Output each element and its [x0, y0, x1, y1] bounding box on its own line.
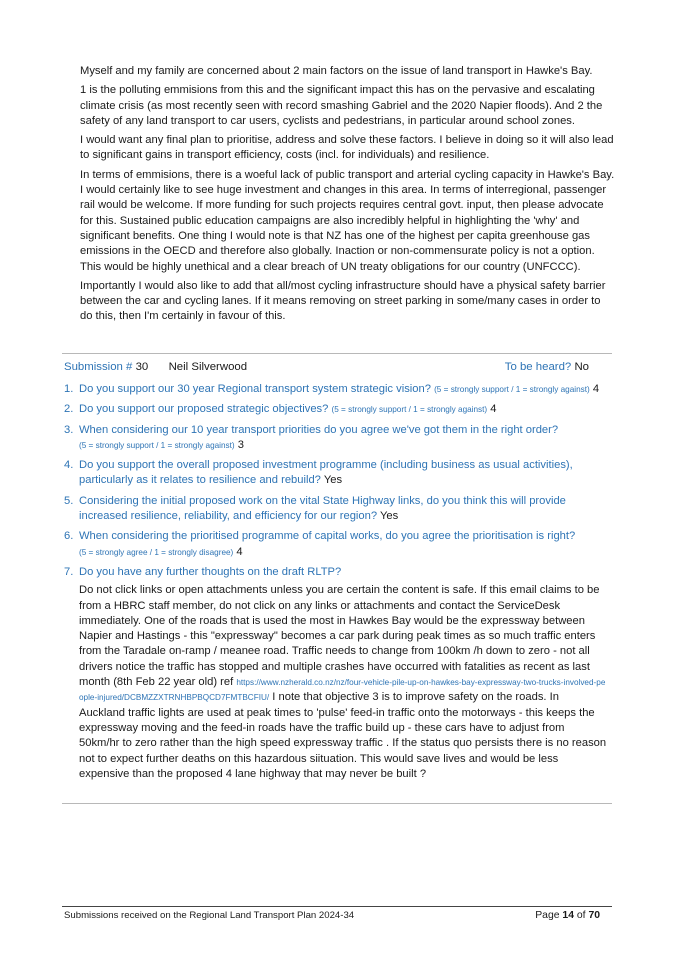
question-text: Considering the initial proposed work on the vital State Highway links, do you think this will provide increased resilience, reliability, and efficiency for our region?: [79, 494, 566, 523]
question-answer: 4: [490, 403, 497, 416]
question-text: Do you support our 30 year Regional transport system strategic vision?: [79, 383, 431, 395]
question-text: Do you support our proposed strategic objectives?: [79, 403, 329, 416]
intro-text: [80, 64, 615, 329]
question-scale: (5 = strongly support / 1 = strongly against): [331, 405, 488, 415]
question-text: Do you have any further thoughts on the draft RLTP?: [79, 565, 342, 578]
further-thoughts-comment: [64, 583, 607, 782]
question-number: 1.: [64, 383, 74, 395]
question-list: [64, 382, 614, 782]
page-total: 70: [588, 910, 600, 921]
question-scale: (5 = strongly support / 1 = strongly against): [434, 385, 590, 394]
question-item: [64, 423, 614, 454]
question-answer: 3: [237, 438, 244, 451]
question-item: [64, 529, 614, 560]
question-item: [64, 458, 614, 489]
question-number: 2.: [64, 403, 74, 416]
question-number: 3.: [64, 423, 74, 436]
intro-paragraph: 1 is the polluting emmisions from this and the significant impact this has on the pervasive and escalating climate crisis (as most recently seen with record smashing Gabriel and the 2020 Napier floods). And 2 the safety of any land transport to car users, cyclists and pedestrians, in particular around school zones.: [80, 84, 603, 127]
question-answer: Yes: [379, 510, 399, 523]
question-item: [64, 382, 614, 397]
divider: [62, 353, 612, 354]
comment-text: I note that objective 3 is to improve safety on the roads. In Auckland traffic lights are used at peak times to 'pulse' feed-in traffic onto the motorways - this keeps the expressway moving and the feed-in roads have the traffic build up - these cars have to adjust from 50km/hr to zero rather than the high speed expressway traffic . If the status quo persists there is no reason not to expect further deaths on this hazardous siituation. This would save lives and would be less expensive than the proposed 4 lane highway that may never be built ?: [79, 691, 607, 780]
comment-text: Do not click links or open attachments unless you are certain the content is safe. If this email claims to be from a HBRC staff member, do not click on any links or attachments and contact the ServiceDesk immediately. One of the roads that is used the most in Hawkes Bay would be the expressway between Napier and Hastings - this "expressway" becomes a car park during peak times as so much traffic enters from the Taradale on-ramp / meanee road. Traffic needs to change from 100km /h down to zero - not all drivers notice the traffic has stopped and multiple crashes have occurred with fatalities as recent as last month (8th Feb 22 year old) ref: [79, 584, 600, 689]
question-answer: 4: [592, 383, 600, 395]
question-number: 4.: [64, 459, 74, 472]
intro-paragraph: Importantly I would also like to add that all/most cycling infrastructure should have a physical safety barrier between the car and cycling lanes. If it means removing on street parking in some/many cases in order to do this, then I'm certainly in favour of this.: [80, 279, 606, 323]
submission-label: Submission #: [64, 361, 133, 373]
page-word: Page: [535, 910, 560, 921]
question-text: When considering the prioritised programme of capital works, do you agree the prioritisation is right?: [79, 530, 576, 543]
intro-paragraph: Myself and my family are concerned about 2 main factors on the issue of land transport in Hawke's Bay.: [80, 65, 593, 77]
question-answer: Yes: [323, 474, 343, 487]
to-be-heard-label: To be heard?: [504, 361, 572, 373]
question-scale: (5 = strongly agree / 1 = strongly disagree): [79, 547, 234, 557]
intro-paragraph: I would want any final plan to prioritise, address and solve these factors. I believe in doing so it will also lead to significant gains in transport efficiency, costs (incl. for individuals) and resilience.: [80, 134, 614, 162]
divider: [62, 803, 612, 804]
question-item: [64, 565, 614, 580]
question-text: When considering our 10 year transport priorities do you agree we've got them in the right order?: [79, 423, 559, 436]
question-number: 7.: [64, 565, 74, 578]
page-current: 14: [562, 910, 574, 921]
submitter-name: Neil Silverwood: [168, 361, 248, 373]
question-item: [64, 494, 614, 525]
question-number: 6.: [64, 530, 74, 543]
reference-link[interactable]: https://www.nzherald.co.nz/nz/four-vehicle-pile-up-on-hawkes-bay-expressway-two-trucks-involved-people-injured/DCBMZZXTRNHBPBQCD7FMTBCFIU/: [79, 678, 606, 703]
intro-paragraph: In terms of emmisions, there is a woeful lack of public transport and arterial cycling capacity in Hawke's Bay. I would certainly like to see huge investment and changes in this area. In terms of interregional, passenger rail would be welcome. If more funding for such projects requires central govt. input, then please advocate for this. Sustained public education campaigns are also incredibly helpful in highlighting the 'why' and significant benefits. One thing I would note is that NZ has one of the highest per capita greenhouse gas emissions in the OECD and therefore also globally. Inaction or non-commensurate policy is not a option. This would be highly unethical and a clear breach of UN treaty obligations for our country (UNFCCC).: [80, 168, 615, 273]
question-number: 5.: [64, 494, 74, 507]
of-word: of: [576, 910, 586, 921]
to-be-heard: [505, 361, 589, 373]
question-scale: (5 = strongly support / 1 = strongly against): [79, 440, 235, 450]
footer-rule: [62, 906, 612, 907]
footer-title: Submissions received on the Regional Land Transport Plan 2024-34: [64, 910, 355, 921]
submission-header: [64, 361, 612, 373]
page-number: [535, 910, 600, 921]
page-footer: [64, 910, 614, 921]
question-answer: 4: [236, 545, 243, 558]
question-item: [64, 402, 614, 417]
question-text: Do you support the overall proposed investment programme (including business as usual activities), particularly as it relates to resilience and rebuild?: [79, 459, 573, 487]
to-be-heard-value: No: [574, 361, 589, 373]
submission-number: 30: [135, 361, 149, 373]
